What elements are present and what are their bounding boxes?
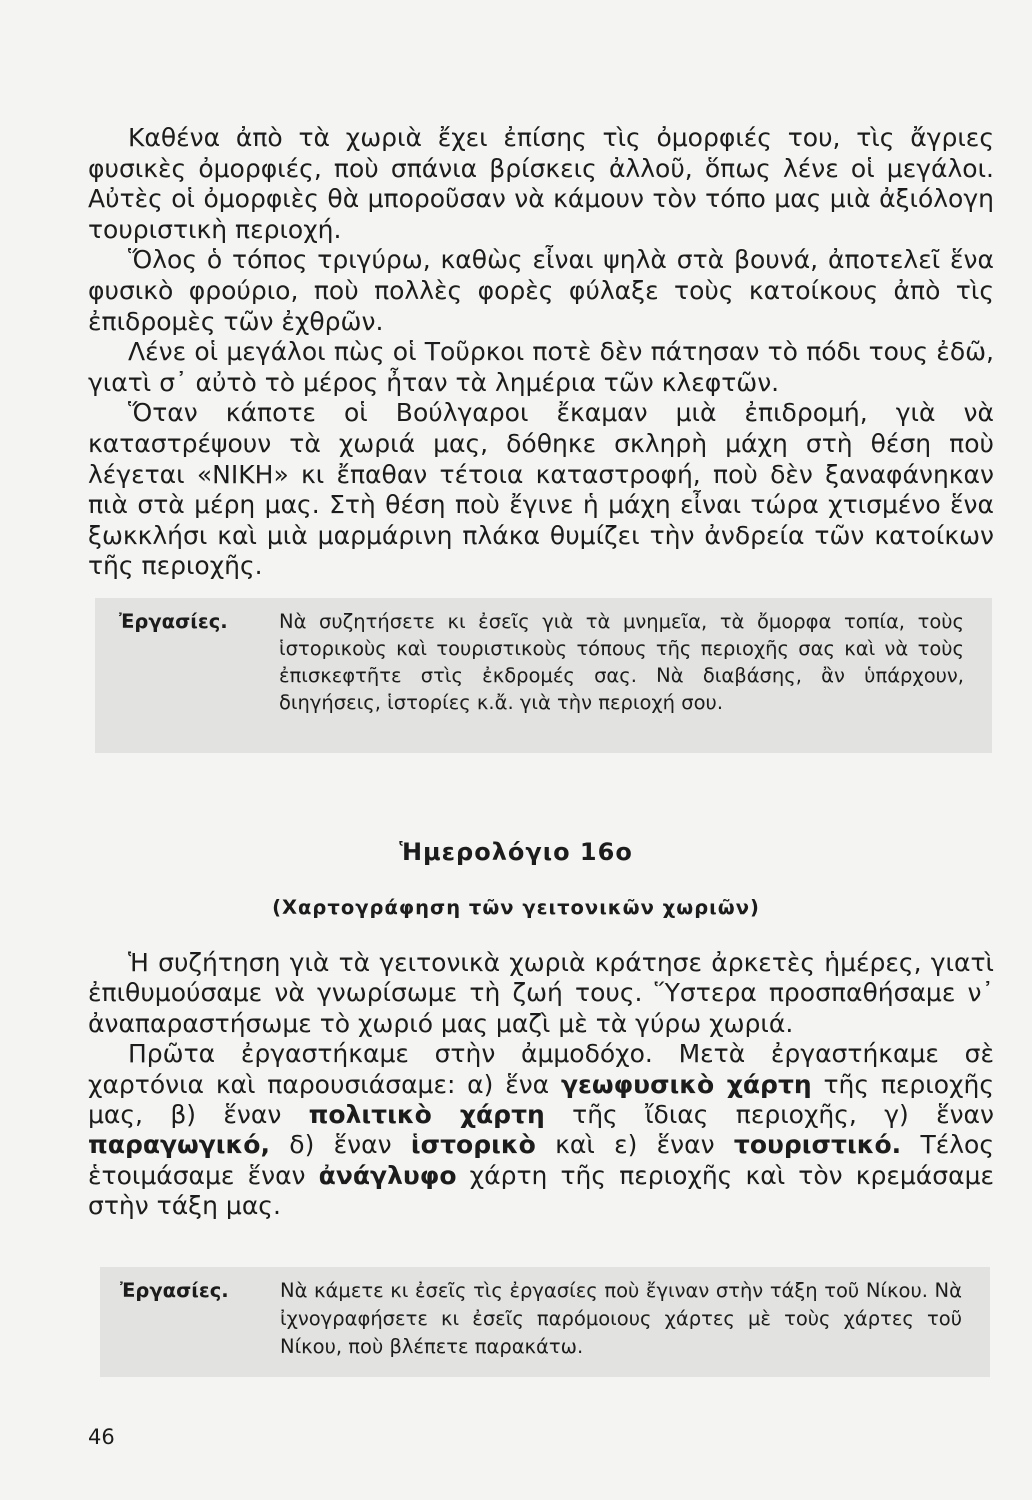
bold-term: γεωφυσικὸ χάρτη — [560, 1069, 812, 1099]
bold-term: πολιτικὸ χάρτη — [308, 1100, 545, 1130]
diary-subheading: (Χαρτογράφηση τῶν γειτονικῶν χωριῶν) — [272, 896, 760, 919]
bold-term: παραγωγικό, — [88, 1130, 270, 1160]
intro-section — [88, 123, 994, 582]
bold-term: ἀνάγλυφο — [318, 1160, 457, 1190]
text-run: τῆς περιοχῆς μας, β) ἕναν — [88, 1069, 995, 1130]
diary-paragraph — [88, 1039, 994, 1221]
text-run: χάρτη τῆς περιοχῆς καὶ τὸν κρεμάσαμε στὴν τάξη μας. — [88, 1160, 995, 1221]
diary-heading: Ἡμερολόγιο 16ο — [399, 838, 633, 866]
bold-term: ἱστορικὸ — [410, 1130, 536, 1160]
tasks-box-1 — [95, 598, 992, 753]
intro-paragraph: Καθένα ἀπὸ τὰ χωριὰ ἔχει ἐπίσης τὶς ὀμορφιές του, τὶς ἄγριες φυσικὲς ὀμορφιές, ποὺ σπάνια βρίσκεις ἀλλοῦ, ὅπως λένε οἱ μεγάλοι. Αὐτὲς οἱ ὀμορφιὲς θὰ μποροῦσαν νὰ κάμουν τὸν τόπο μας μιὰ ἀξιόλογη τουριστικὴ περιοχή. — [88, 123, 994, 244]
tasks-text: Νὰ κάμετε κι ἐσεῖς τὶς ἐργασίες ποὺ ἔγιναν στὴν τάξη τοῦ Νίκου. Νὰ ἰχνογραφήσετε κι ἐσεῖς παρόμοιους χάρτες μὲ τοὺς χάρτες τοῦ Νίκου, ποὺ βλέπετε παρακάτω. — [280, 1279, 962, 1358]
text-run: δ) ἕναν — [269, 1130, 411, 1160]
tasks-box-2 — [100, 1267, 990, 1377]
text-run: Πρῶτα ἐργαστήκαμε στὴν ἀμμοδόχο. Μετὰ ἐργαστήκαμε σὲ χαρτόνια καὶ παρουσιάσαμε: α) ἕνα — [88, 1039, 994, 1099]
intro-paragraph: Ὅταν κάποτε οἱ Βούλγαροι ἔκαμαν μιὰ ἐπιδρομή, γιὰ νὰ καταστρέψουν τὰ χωριά μας, δόθηκε σκληρὴ μάχη στὴ θέση ποὺ λέγεται «ΝΙΚΗ» κι ἔπαθαν τέτοια καταστροφή, ποὺ δὲν ξαναφάνηκαν πιὰ στὰ μέρη μας. Στὴ θέση ποὺ ἔγινε ἡ μάχη εἶναι τώρα χτισμένο ἕνα ξωκκλήσι καὶ μιὰ μαρμάρινη πλάκα θυμίζει τὴν ἀνδρεία τῶν κατοίκων τῆς περιοχῆς. — [88, 398, 994, 581]
tasks-label: Ἐργασίες. — [120, 1279, 229, 1302]
text-run: Τέλος ἑτοιμάσαμε ἕναν — [88, 1130, 994, 1190]
diary-paragraph: Ἡ συζήτηση γιὰ τὰ γειτονικὰ χωριὰ κράτησε ἀρκετὲς ἡμέρες, γιατὶ ἐπιθυμούσαμε νὰ γνωρίσωμε τὴ ζωή τους. Ὕστερα προσπαθήσαμε ν᾽ ἀναπαραστήσωμε τὸ χωριό μας μαζὶ μὲ τὰ γύρω χωριά. — [88, 948, 994, 1038]
intro-paragraph: Λένε οἱ μεγάλοι πὼς οἱ Τοῦρκοι ποτὲ δὲν πάτησαν τὸ πόδι τους ἐδῶ, γιατὶ σ᾽ αὐτὸ τὸ μέρος ἦταν τὰ λημέρια τῶν κλεφτῶν. — [88, 337, 994, 397]
text-run: καὶ ε) ἕναν — [535, 1130, 734, 1160]
page-number: 46 — [88, 1425, 115, 1449]
bold-term: τουριστικό. — [733, 1130, 902, 1160]
intro-paragraph: Ὅλος ὁ τόπος τριγύρω, καθὼς εἶναι ψηλὰ στὰ βουνά, ἀποτελεῖ ἕνα φυσικὸ φρούριο, ποὺ πολλὲς φορὲς φύλαξε τοὺς κατοίκους ἀπὸ τὶς ἐπιδρομὲς τῶν ἐχθρῶν. — [88, 245, 994, 336]
text-run: τῆς ἴδιας περιοχῆς, γ) ἕναν — [544, 1100, 994, 1130]
tasks-text: Νὰ συζητήσετε κι ἐσεῖς γιὰ τὰ μνημεῖα, τὰ ὄμορφα τοπία, τοὺς ἱστορικοὺς καὶ τουριστικοὺς τόπους τῆς περιοχῆς σας καὶ νὰ τοὺς ἐπισκεφτῆτε στὶς ἐκδρομές σας. Νὰ διαβάσης, ἂν ὑπάρχουν, διηγήσεις, ἱστορίες κ.ἄ. γιὰ τὴν περιοχή σου. — [279, 610, 964, 714]
tasks-label: Ἐργασίες. — [119, 610, 228, 633]
diary-section — [88, 948, 994, 1222]
